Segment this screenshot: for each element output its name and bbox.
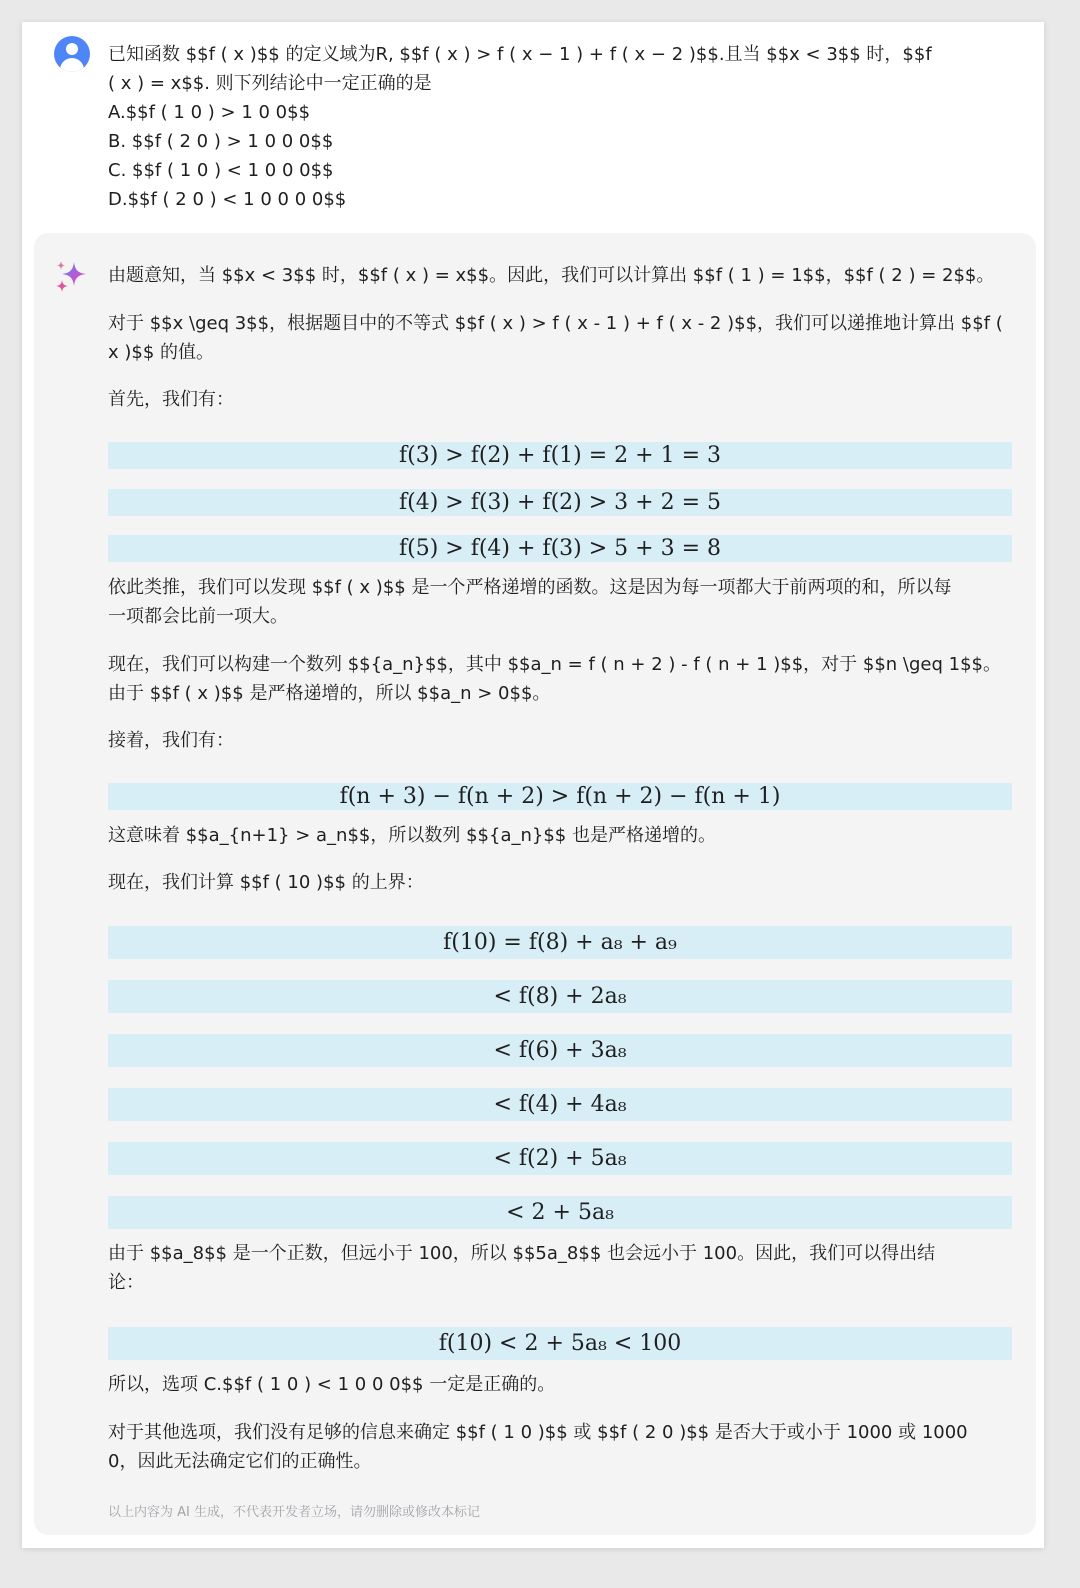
answer-paragraph: [108, 573, 1018, 631]
avatar-body-shape: [60, 58, 84, 72]
question-line: 已知函数 $$f ( x )$$ 的定义域为R, $$f ( x ) > f ( x − 1 ) + f ( x − 2 )$$.且当 $$x < 3$$ 时，$$f: [108, 44, 932, 65]
user-avatar: [54, 36, 90, 72]
math-equation: f(5) > f(4) + f(3) > 5 + 3 = 8: [108, 535, 1012, 562]
paragraph-line: 0，因此无法确定它们的正确性。: [108, 1451, 372, 1472]
math-equation: f(4) > f(3) + f(2) > 3 + 2 = 5: [108, 489, 1012, 516]
answer-paragraph: 接着，我们有：: [108, 730, 234, 751]
math-equation-chain-step: < 2 + 5a₈: [108, 1196, 1012, 1229]
math-equation-chain-step: f(10) = f(8) + a₈ + a₉: [108, 926, 1012, 959]
user-question: [108, 40, 958, 214]
answer-paragraph: 所以，选项 C.$$f ( 1 0 ) < 1 0 0 0$$ 一定是正确的。: [108, 1374, 556, 1395]
ai-answer-panel: [34, 233, 1036, 1535]
avatar-head-shape: [66, 43, 78, 55]
math-equation-chain-step: < f(8) + 2a₈: [108, 980, 1012, 1013]
option-d: D.$$f ( 2 0 ) < 1 0 0 0 0$$: [108, 189, 347, 210]
paragraph-line: x )$$ 的值。: [108, 342, 215, 363]
option-b: B. $$f ( 2 0 ) > 1 0 0 0$$: [108, 131, 334, 152]
answer-paragraph: 这意味着 $$a_{n+1} > a_n$$，所以数列 $${a_n}$$ 也是严格递增的。: [108, 825, 716, 846]
math-equation: f(3) > f(2) + f(1) = 2 + 1 = 3: [108, 442, 1012, 469]
paragraph-line: 论：: [108, 1272, 144, 1293]
paragraph-line: 一项都会比前一项大。: [108, 606, 288, 627]
math-equation-chain-step: < f(2) + 5a₈: [108, 1142, 1012, 1175]
option-c: C. $$f ( 1 0 ) < 1 0 0 0$$: [108, 160, 334, 181]
answer-paragraph: 首先，我们有：: [108, 389, 234, 410]
paragraph-line: 由于 $$a_8$$ 是一个正数，但远小于 100，所以 $$5a_8$$ 也会远小于 100。因此，我们可以得出结: [108, 1243, 936, 1264]
math-equation-chain-step: < f(4) + 4a₈: [108, 1088, 1012, 1121]
answer-paragraph: [108, 1418, 1018, 1476]
math-equation: f(10) < 2 + 5a₈ < 100: [108, 1327, 1012, 1360]
question-line: ( x ) = x$$. 则下列结论中一定正确的是: [108, 73, 432, 94]
paragraph-line: 对于 $$x \geq 3$$，根据题目中的不等式 $$f ( x ) > f ( x - 1 ) + f ( x - 2 )$$，我们可以递推地计算出 $$f (: [108, 313, 1003, 334]
math-equation: f(n + 3) − f(n + 2) > f(n + 2) − f(n + 1): [108, 783, 1012, 810]
answer-paragraph: 现在，我们计算 $$f ( 10 )$$ 的上界：: [108, 872, 424, 893]
answer-paragraph: [108, 309, 1018, 367]
answer-paragraph: [108, 1239, 1018, 1297]
paragraph-line: 依此类推，我们可以发现 $$f ( x )$$ 是一个严格递增的函数。这是因为每一项都大于前两项的和，所以每: [108, 577, 952, 598]
paragraph-line: 对于其他选项，我们没有足够的信息来确定 $$f ( 1 0 )$$ 或 $$f ( 2 0 )$$ 是否大于或小于 1000 或 1000: [108, 1422, 968, 1443]
sparkle-icon: [54, 258, 90, 294]
paragraph-line: 现在，我们可以构建一个数列 $${a_n}$$，其中 $$a_n = f ( n + 2 ) - f ( n + 1 )$$，对于 $$n \geq 1$$。: [108, 654, 1001, 675]
answer-paragraph: 由题意知，当 $$x < 3$$ 时，$$f ( x ) = x$$。因此，我们可以计算出 $$f ( 1 ) = 1$$，$$f ( 2 ) = 2$$。: [108, 265, 995, 286]
chat-card: [22, 22, 1044, 1548]
option-a: A.$$f ( 1 0 ) > 1 0 0$$: [108, 102, 311, 123]
math-equation-chain-step: < f(6) + 3a₈: [108, 1034, 1012, 1067]
ai-disclaimer: 以上内容为 AI 生成，不代表开发者立场，请勿删除或修改本标记: [108, 1505, 480, 1520]
answer-paragraph: [108, 650, 1018, 708]
paragraph-line: 由于 $$f ( x )$$ 是严格递增的，所以 $$a_n > 0$$。: [108, 683, 551, 704]
